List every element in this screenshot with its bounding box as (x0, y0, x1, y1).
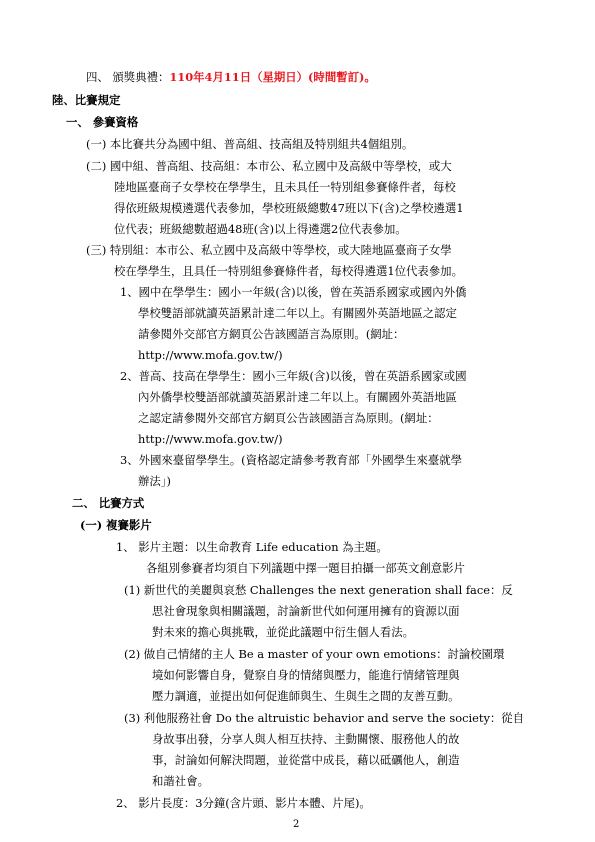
special-group-1-url: http://www.mofa.gov.tw/) (138, 348, 283, 362)
subsection-title-eligibility: 一、 參賽資格 (66, 115, 139, 129)
topic-3-line-4: 和諧社會。 (152, 774, 209, 788)
special-group-3-line-2: 辦法」) (138, 474, 171, 488)
topic-3-line-1: (3) 利他服務社會 Do the altruistic behavior and serve the society：從自 (124, 711, 525, 725)
eligibility-item-2-line-1: (二) 國中組、普高組、技高組：本市公、私立國中及高級中等學校，或大 (86, 159, 452, 173)
eligibility-item-3-line-1: (三) 特別組：本市公、私立國中及高級中等學校，或大陸地區臺商子女學 (86, 243, 452, 257)
special-group-1-line-2: 學校雙語部就讀英語累計達二年以上。有關國外英語地區之認定 (138, 306, 457, 320)
section-title-rules: 陸、比賽規定 (52, 93, 121, 107)
topic-2-line-3: 壓力調適，並提出如何促進師與生、生與生之間的友善互動。 (152, 689, 460, 703)
page-number: 2 (293, 819, 300, 830)
eligibility-item-2-line-2: 陸地區臺商子女學校在學學生，且未具任一特別組參賽條件者，每校 (114, 180, 456, 194)
special-group-2-line-1: 2、普高、技高在學學生：國小三年級(含)以後，曾在英語系國家或國 (120, 369, 467, 383)
special-group-1-line-1: 1、國中在學學生：國小一年級(含)以後，曾在英語系國家或國內外僑 (120, 285, 467, 299)
video-theme-instruction: 各組別參賽者均須自下列議題中擇一題目拍攝一部英文創意影片 (146, 561, 465, 575)
topic-1-line-1: (1) 新世代的美麗與哀愁 Challenges the next generation shall face：反 (124, 583, 513, 597)
award-ceremony-label: 四、 頒獎典禮： (86, 70, 170, 84)
special-group-3-line-1: 3、外國來臺留學學生。(資格認定請參考教育部「外國學生來臺就學 (120, 453, 463, 467)
subsection-title-format: 二、 比賽方式 (72, 496, 145, 510)
eligibility-item-2-line-4: 位代表；班級總數超過48班(含)以上得遴選2位代表參加。 (114, 222, 407, 236)
special-group-2-url: http://www.mofa.gov.tw/) (138, 432, 283, 446)
award-ceremony-line (86, 68, 376, 87)
topic-2-line-1: (2) 做自己情緒的主人 Be a master of your own emotions：討論校園環 (124, 647, 505, 661)
special-group-1-line-3: 請參閱外交部官方網頁公告該國語言為原則。(網址： (138, 327, 405, 341)
award-ceremony-date: 110年4月11日（星期日）(時間暫訂) (169, 70, 365, 84)
eligibility-item-2-line-3: 得依班級規模遴選代表參加，學校班級總數47班以下(含)之學校遴選1 (114, 201, 464, 215)
video-theme-line: 1、 影片主題：以生命教育 Life education 為主題。 (116, 540, 388, 554)
special-group-2-line-3: 之認定請參閱外交部官方網頁公告該國語言為原則。(網址： (138, 411, 439, 425)
topic-2-line-2: 境如何影響自身，覺察自身的情緒與壓力，能進行情緒管理與 (152, 668, 460, 682)
eligibility-item-3-line-2: 校在學學生，且具任一特別組參賽條件者，每校得遴選1位代表參加。 (114, 264, 463, 278)
topic-1-line-2: 思社會現象與相關議題，討論新世代如何運用擁有的資源以面 (152, 604, 460, 618)
special-group-2-line-2: 內外僑學校雙語部就讀英語累計達二年以上。有關國外英語地區 (138, 390, 457, 404)
topic-1-line-3: 對未來的擔心與挑戰，並從此議題中衍生個人看法。 (152, 625, 414, 639)
video-length-line: 2、 影片長度：3分鐘(含片頭、影片本體、片尾)。 (116, 796, 371, 810)
eligibility-item-1: (一) 本比賽共分為國中組、普高組、技高組及特別組共4個組別。 (86, 137, 414, 151)
topic-3-line-3: 事，討論如何解決問題，並從當中成長，藉以砥礪他人，創造 (152, 753, 460, 767)
award-ceremony-end: 。 (364, 70, 376, 84)
format-subtitle-video: (一) 複賽影片 (80, 518, 152, 532)
topic-3-line-2: 身故事出發，分享人與人相互扶持、主動關懷、服務他人的故 (152, 732, 460, 746)
